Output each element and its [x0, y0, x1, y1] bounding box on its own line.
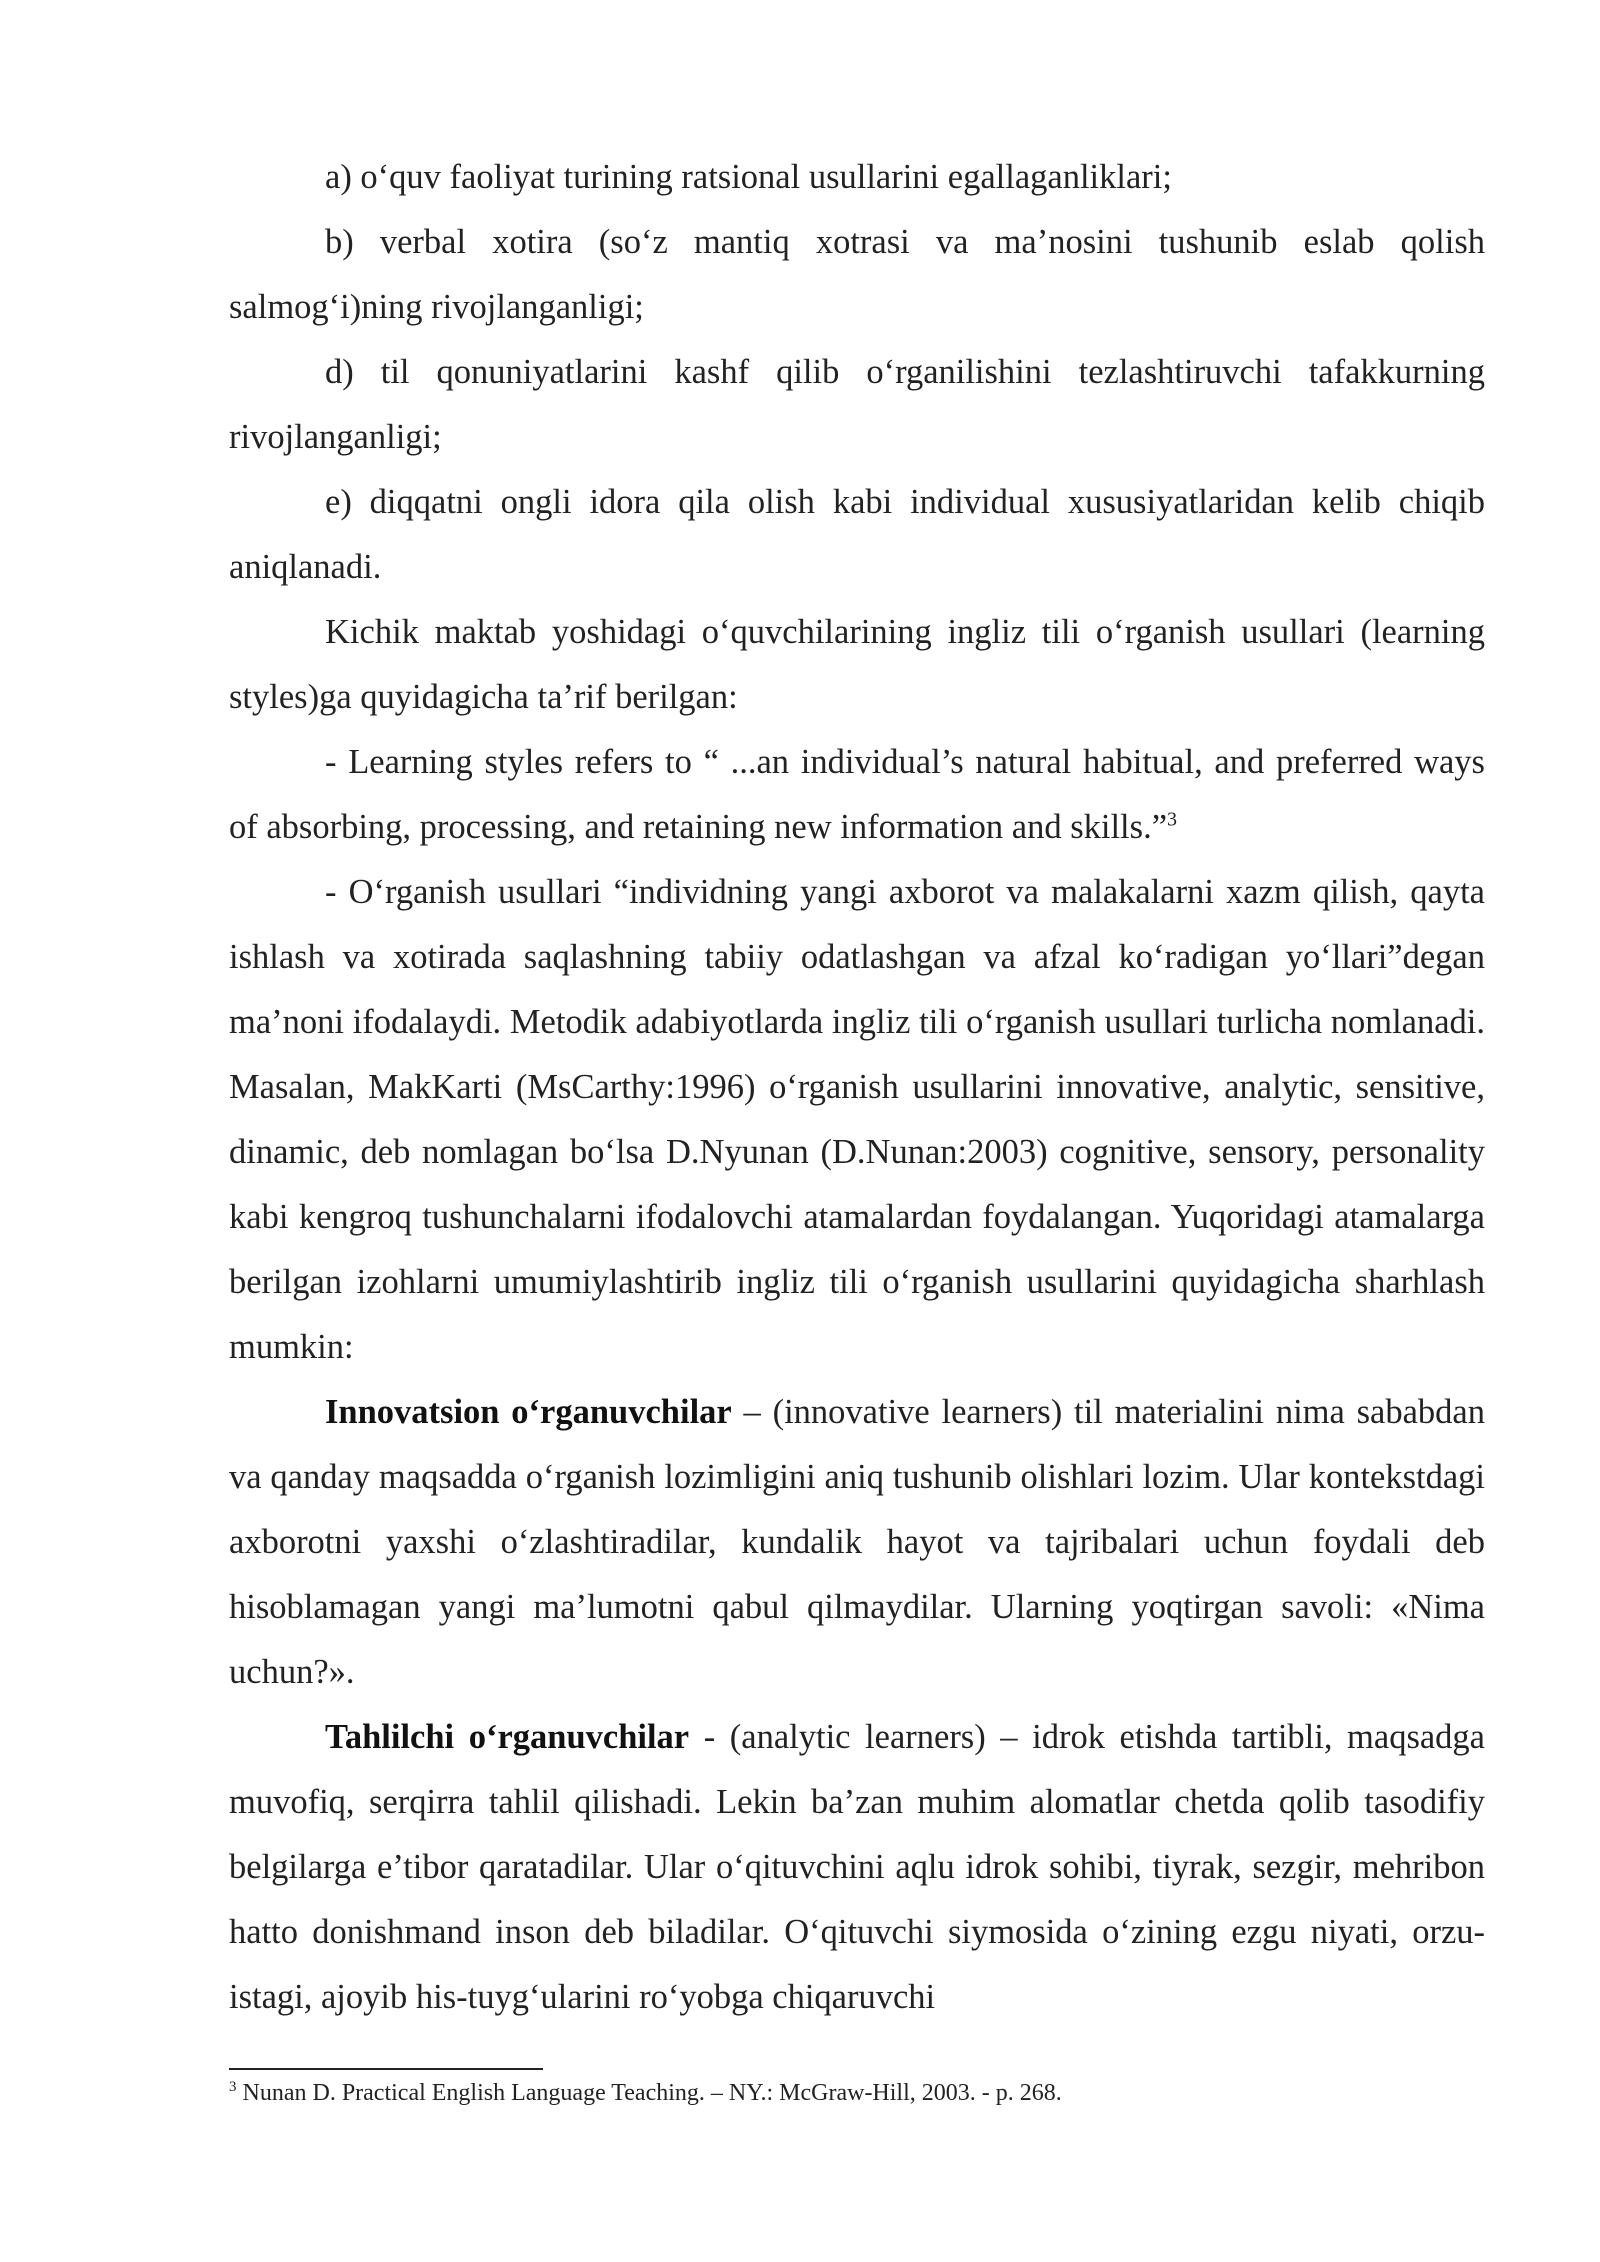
- document-body: [229, 145, 1485, 2030]
- paragraph-definition-en: [229, 730, 1485, 860]
- footnote-text: Nunan D. Practical English Language Teaching. – NY.: McGraw-Hill, 2003. - p. 268.: [236, 2080, 1062, 2106]
- footnote: [229, 2078, 1485, 2108]
- footnote-number: 3: [229, 2079, 237, 2095]
- term-innovative: Innovatsion o‘rganuvchilar: [325, 1393, 732, 1431]
- paragraph-innovative-learners: [229, 1380, 1485, 1705]
- footnote-ref: 3: [1167, 808, 1178, 831]
- paragraph-b: b) verbal xotira (so‘z mantiq xotrasi va ma’nosini tushunib eslab qolish salmog‘i)ning rivojlanganligi;: [229, 223, 1485, 326]
- term-analytic: Tahlilchi o‘rganuvchilar: [325, 1718, 690, 1756]
- paragraph-d: d) til qonuniyatlarini kashf qilib o‘rganilishini tezlashtiruvchi tafakkurning rivojlanganligi;: [229, 353, 1485, 456]
- paragraph-e: e) diqqatni ongli idora qila olish kabi individual xususiyatlaridan kelib chiqib aniqlanadi.: [229, 483, 1485, 586]
- footnote-divider: [229, 2068, 543, 2070]
- paragraph-a: a) o‘quv faoliyat turining ratsional usullarini egallaganliklari;: [325, 158, 1172, 196]
- innovative-text: – (innovative learners) til materialini nima sababdan va qanday maqsadda o‘rganish lozimligini aniq tushunib olishlari lozim. Ular kontekstdagi axborotni yaxshi o‘zlashtiradilar, kundalik hayot va tajribalari uchun foydali deb hisoblamagan yangi ma’lumotni qabul qilmaydilar. Ularning yoqtirgan savoli: «Nima uchun?».: [229, 1393, 1485, 1691]
- analytic-text: - (analytic learners) – idrok etishda tartibli, maqsadga muvofiq, serqirra tahlil qilishadi. Lekin ba’zan muhim alomatlar chetda qolib tasodifiy belgilarga e’tibor qaratadilar. Ular o‘qituvchini aqlu idrok sohibi, tiyrak, sezgir, mehribon hatto donishmand inson deb biladilar. O‘qituvchi siymosida o‘zining ezgu niyati, orzu-istagi, ajoyib his-tuyg‘ularini ro‘yobga chiqaruvchi: [229, 1718, 1485, 2016]
- paragraph-analytic-learners: [229, 1705, 1485, 2030]
- paragraph-definition-uz: - O‘rganish usullari “individning yangi axborot va malakalarni xazm qilish, qayta ishlash va xotirada saqlashning tabiiy odatlashgan va afzal ko‘radigan yo‘llari”degan ma’noni ifodalaydi. Metodik adabiyotlarda ingliz tili o‘rganish usullari turlicha nomlanadi. Masalan, MakKarti (MsCarthy:1996) o‘rganish usullarini innovative, analytic, sensitive, dinamic, deb nomlagan bo‘lsa D.Nyunan (D.Nunan:2003) cognitive, sensory, personality kabi kengroq tushunchalarni ifodalovchi atamalardan foydalangan. Yuqoridagi atamalarga berilgan izohlarni umumiylashtirib ingliz tili o‘rganish usullarini quyidagicha sharhlash mumkin:: [229, 873, 1485, 1366]
- paragraph-learning-styles-intro: Kichik maktab yoshidagi o‘quvchilarining ingliz tili o‘rganish usullari (learning styles)ga quyidagicha ta’rif berilgan:: [229, 613, 1485, 716]
- definition-en-text: - Learning styles refers to “ ...an individual’s natural habitual, and preferred ways of absorbing, processing, and retaining new information and skills.”: [229, 743, 1485, 846]
